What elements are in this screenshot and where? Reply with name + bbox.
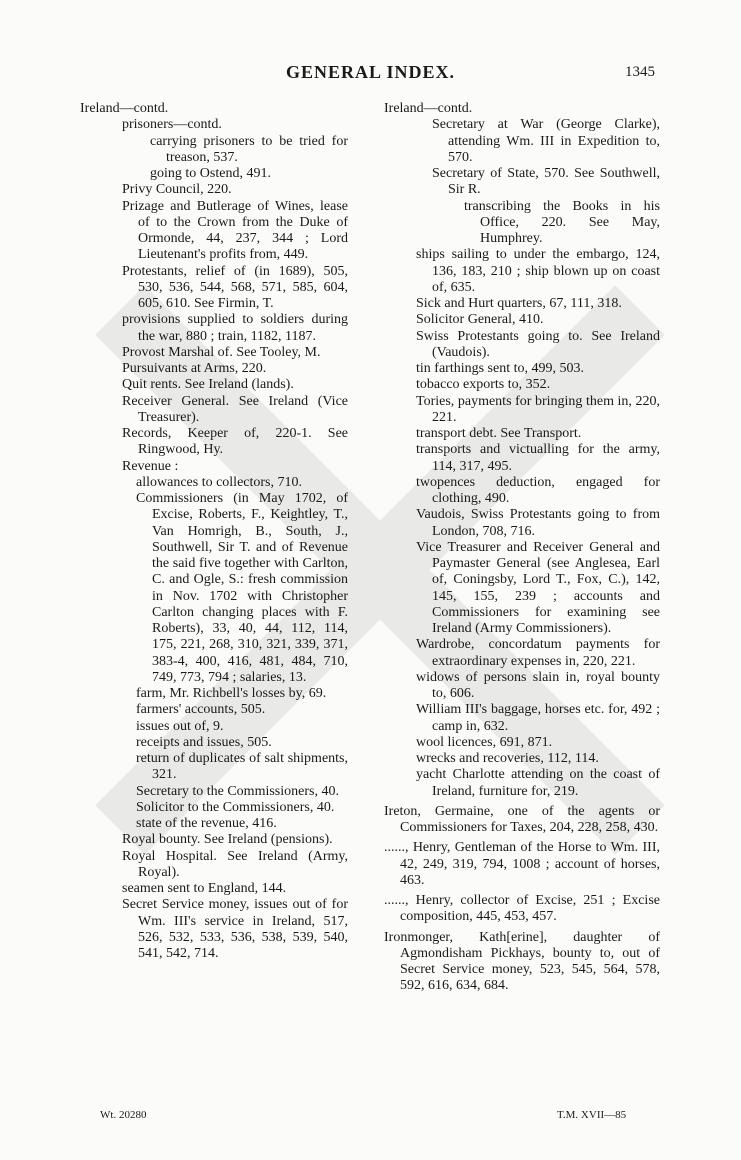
- index-entry: Ironmonger, Kath[erine], daughter of Agmondisham Pickhays, bounty to, out of Secret Service money, 523, 545, 564, 578, 592, 616, 634, 684.: [384, 929, 660, 994]
- index-entry: Secretary to the Commissioners, 40.: [136, 783, 339, 799]
- left-column: [80, 101, 348, 962]
- index-entry: allowances to collectors, 710.: [136, 474, 303, 490]
- index-entry: farm, Mr. Richbell's losses by, 69.: [136, 686, 327, 701]
- index-entry: Sick and Hurt quarters, 67, 111, 318.: [416, 296, 622, 311]
- index-entry: ......, Henry, Gentleman of the Horse to Wm. III, 42, 249, 319, 794, 1008 ; account of horses, 463.: [384, 840, 660, 888]
- index-entry: Solicitor to the Commissioners, 40.: [136, 799, 335, 815]
- index-entry: Royal bounty. See Ireland (pensions).: [122, 832, 333, 848]
- index-entry: Secretary of State, 570. See Southwell, Sir R.: [432, 166, 660, 198]
- index-entry: Ireland—contd.: [384, 101, 473, 116]
- index-entry: twopences deduction, engaged for clothing, 490.: [416, 474, 660, 506]
- index-entry: tobacco exports to, 352.: [416, 377, 551, 393]
- index-entry: Ireton, Germaine, one of the agents or Commissioners for Taxes, 204, 228, 258, 430.: [384, 803, 660, 835]
- index-entry: Secret Service money, issues out of for Wm. III's service in Ireland, 517, 526, 532, 533, 536, 538, 539, 540, 541, 542, 714.: [122, 897, 348, 961]
- index-entry: Pursuivants at Arms, 220.: [122, 361, 267, 376]
- page-title: GENERAL INDEX.: [285, 62, 456, 82]
- page-header: [0, 62, 741, 86]
- index-entry: Vice Treasurer and Receiver General and Paymaster General (see Anglesea, Earl of, Coningsby, Lord T., Fox, C.), 142, 145, 155, 239 ; accounts and Commissioners for examining see Ireland (Army Commissioners).: [416, 539, 660, 636]
- index-entry: yacht Charlotte attending on the coast of Ireland, furniture for, 219.: [416, 767, 660, 799]
- index-entry: Protestants, relief of (in 1689), 505, 530, 536, 544, 568, 571, 585, 604, 605, 610. See Firmin, T.: [122, 263, 348, 311]
- index-entry: transports and victualling for the army, 114, 317, 495.: [416, 442, 660, 474]
- index-entry: Swiss Protestants going to. See Ireland (Vaudois).: [416, 328, 660, 360]
- index-entry: Provost Marshal of. See Tooley, M.: [122, 344, 321, 360]
- index-entry: seamen sent to England, 144.: [122, 881, 287, 896]
- index-entry: Privy Council, 220.: [122, 182, 232, 198]
- index-entry: prisoners—contd.: [122, 117, 222, 133]
- index-entry: receipts and issues, 505.: [136, 734, 272, 750]
- index-entry: Commissioners (in May 1702, of Excise, Roberts, F., Keightley, T., Van Homrigh, B., South, J., Southwell, Sir T. and of Revenue the said five together with Carlton, C. and Ogle, S.: fresh commission in Nov. 1702 with Christopher Carlton changing places with F. Roberts), 33, 40, 44, 112, 114, 175, 221, 268, 310, 321, 339, 371, 383-4, 400, 416, 481, 484, 710, 749, 773, 794 ; salaries, 13.: [136, 491, 348, 685]
- right-column: [384, 101, 660, 995]
- index-entry: Vaudois, Swiss Protestants going to from London, 708, 716.: [416, 507, 660, 539]
- index-entry: Receiver General. See Ireland (Vice Treasurer).: [122, 393, 348, 425]
- index-entry: ships sailing to under the embargo, 124, 136, 183, 210 ; ship blown up on coast of, 635.: [416, 247, 660, 295]
- index-entry: Wardrobe, concordatum payments for extraordinary expenses in, 220, 221.: [416, 637, 660, 669]
- index-entry: tin farthings sent to, 499, 503.: [416, 361, 584, 376]
- index-entry: Prizage and Butlerage of Wines, lease of to the Crown from the Duke of Ormonde, 44, 237, 344 ; Lord Lieutenant's profits from, 449.: [122, 198, 348, 263]
- index-entry: return of duplicates of salt shipments, 321.: [136, 751, 348, 783]
- footer-left: Wt. 20280: [100, 1109, 147, 1121]
- index-entry: wrecks and recoveries, 112, 114.: [416, 751, 599, 766]
- index-entry: issues out of, 9.: [136, 718, 224, 734]
- index-entry: carrying prisoners to be tried for treason, 537.: [150, 133, 348, 165]
- index-entry: wool licences, 691, 871.: [416, 734, 553, 750]
- index-entry: widows of persons slain in, royal bounty to, 606.: [416, 669, 660, 701]
- index-entry: state of the revenue, 416.: [136, 816, 277, 831]
- index-entry: Ireland—contd.: [80, 101, 169, 116]
- index-entry: William III's baggage, horses etc. for, 492 ; camp in, 632.: [416, 702, 660, 734]
- index-entry: Solicitor General, 410.: [416, 312, 544, 328]
- index-entry: transport debt. See Transport.: [416, 426, 582, 441]
- index-entry: going to Ostend, 491.: [150, 166, 271, 181]
- index-entry: Quit rents. See Ireland (lands).: [122, 377, 294, 393]
- index-entry: provisions supplied to soldiers during the war, 880 ; train, 1182, 1187.: [122, 312, 348, 344]
- index-entry: Revenue :: [122, 458, 179, 474]
- index-entry: transcribing the Books in his Office, 220. See May, Humphrey.: [464, 198, 660, 246]
- index-entry: Secretary at War (George Clarke), attending Wm. III in Expedition to, 570.: [432, 117, 660, 165]
- index-entry: ......, Henry, collector of Excise, 251 ; Excise composition, 445, 453, 457.: [384, 893, 660, 925]
- page-number: 1345: [625, 64, 655, 80]
- index-entry: Royal Hospital. See Ireland (Army, Royal).: [122, 848, 348, 880]
- index-entry: Tories, payments for bringing them in, 220, 221.: [416, 393, 660, 425]
- index-entry: Records, Keeper of, 220-1. See Ringwood, Hy.: [122, 426, 348, 458]
- footer-right: T.M. XVII—85: [557, 1109, 627, 1121]
- index-entry: farmers' accounts, 505.: [136, 702, 266, 718]
